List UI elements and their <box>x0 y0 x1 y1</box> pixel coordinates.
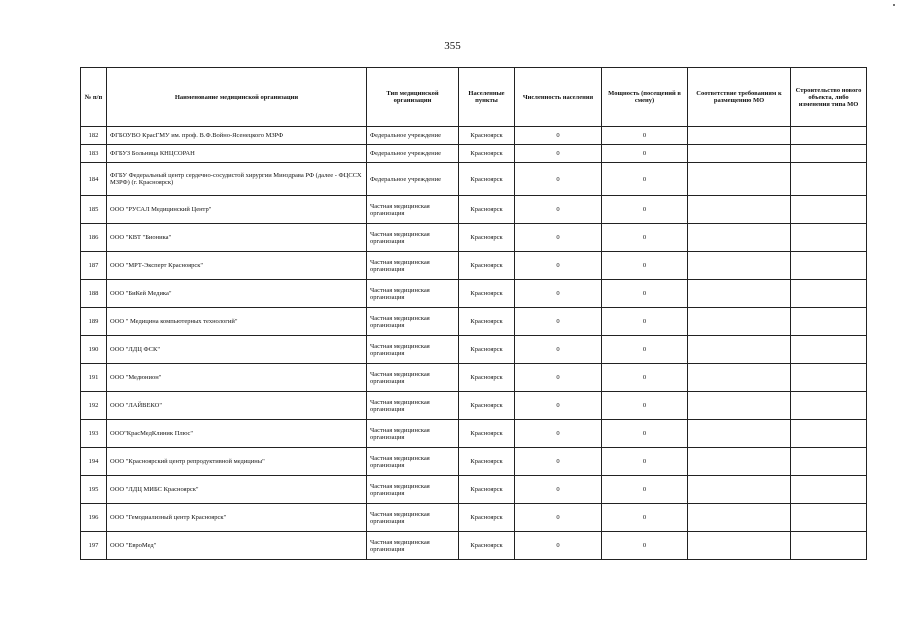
table-row <box>81 196 867 224</box>
cell-capacity: 0 <box>602 504 688 532</box>
cell-population: 0 <box>515 280 602 308</box>
cell-population: 0 <box>515 127 602 145</box>
table-body <box>81 127 867 560</box>
cell-name: ООО "ЛДЦ ФСК" <box>107 336 367 364</box>
cell-name: ООО "ЛАЙВЕКО" <box>107 392 367 420</box>
table-row <box>81 336 867 364</box>
table-row <box>81 504 867 532</box>
cell-population: 0 <box>515 196 602 224</box>
cell-town: Красноярск <box>459 336 515 364</box>
cell-name: ООО "Гемодиализный центр Красноярск" <box>107 504 367 532</box>
cell-town: Красноярск <box>459 163 515 196</box>
cell-construction <box>791 448 867 476</box>
cell-type: Федеральное учреждение <box>367 127 459 145</box>
cell-name: ООО "Медюнион" <box>107 364 367 392</box>
cell-name: ФГБОУВО КрасГМУ им. проф. В.Ф.Войно-Ясенецкого МЗРФ <box>107 127 367 145</box>
cell-name: ООО "КВТ "Бионика" <box>107 224 367 252</box>
cell-type: Частная медицинская организация <box>367 448 459 476</box>
cell-population: 0 <box>515 224 602 252</box>
cell-capacity: 0 <box>602 532 688 560</box>
cell-capacity: 0 <box>602 308 688 336</box>
cell-num: 193 <box>81 420 107 448</box>
cell-town: Красноярск <box>459 308 515 336</box>
cell-type: Частная медицинская организация <box>367 504 459 532</box>
cell-capacity: 0 <box>602 420 688 448</box>
cell-compliance <box>688 224 791 252</box>
cell-town: Красноярск <box>459 532 515 560</box>
cell-num: 187 <box>81 252 107 280</box>
cell-capacity: 0 <box>602 364 688 392</box>
cell-compliance <box>688 476 791 504</box>
cell-capacity: 0 <box>602 280 688 308</box>
cell-construction <box>791 145 867 163</box>
cell-construction <box>791 336 867 364</box>
table-row <box>81 308 867 336</box>
cell-population: 0 <box>515 420 602 448</box>
cell-construction <box>791 308 867 336</box>
cell-town: Красноярск <box>459 364 515 392</box>
cell-population: 0 <box>515 532 602 560</box>
cell-town: Красноярск <box>459 196 515 224</box>
cell-compliance <box>688 308 791 336</box>
cell-num: 192 <box>81 392 107 420</box>
cell-population: 0 <box>515 504 602 532</box>
cell-type: Частная медицинская организация <box>367 308 459 336</box>
cell-population: 0 <box>515 145 602 163</box>
header-construction: Строительство нового объекта, либо изменения типа МО <box>791 68 867 127</box>
cell-town: Красноярск <box>459 504 515 532</box>
cell-construction <box>791 364 867 392</box>
cell-capacity: 0 <box>602 336 688 364</box>
header-town: Населенные пункты <box>459 68 515 127</box>
cell-town: Красноярск <box>459 145 515 163</box>
cell-compliance <box>688 364 791 392</box>
cell-construction <box>791 532 867 560</box>
cell-type: Частная медицинская организация <box>367 336 459 364</box>
cell-compliance <box>688 127 791 145</box>
header-num: № п/п <box>81 68 107 127</box>
cell-num: 184 <box>81 163 107 196</box>
cell-num: 183 <box>81 145 107 163</box>
cell-num: 188 <box>81 280 107 308</box>
table-row <box>81 364 867 392</box>
cell-town: Красноярск <box>459 420 515 448</box>
cell-capacity: 0 <box>602 448 688 476</box>
cell-num: 182 <box>81 127 107 145</box>
table-row <box>81 420 867 448</box>
cell-name: ФГБУЗ Больница КНЦСОРАН <box>107 145 367 163</box>
cell-population: 0 <box>515 252 602 280</box>
cell-type: Частная медицинская организация <box>367 392 459 420</box>
scan-speck <box>893 4 895 6</box>
cell-capacity: 0 <box>602 163 688 196</box>
cell-num: 186 <box>81 224 107 252</box>
cell-name: ООО " Медицина компьютерных технологий" <box>107 308 367 336</box>
cell-capacity: 0 <box>602 145 688 163</box>
cell-town: Красноярск <box>459 476 515 504</box>
cell-name: ООО "ЛДЦ МИБС Красноярск" <box>107 476 367 504</box>
cell-num: 189 <box>81 308 107 336</box>
page-number: 355 <box>444 40 461 52</box>
cell-town: Красноярск <box>459 252 515 280</box>
cell-capacity: 0 <box>602 224 688 252</box>
table-row <box>81 252 867 280</box>
cell-num: 197 <box>81 532 107 560</box>
cell-population: 0 <box>515 336 602 364</box>
cell-type: Частная медицинская организация <box>367 364 459 392</box>
cell-num: 190 <box>81 336 107 364</box>
cell-compliance <box>688 504 791 532</box>
header-capacity: Мощность (посещений в смену) <box>602 68 688 127</box>
cell-compliance <box>688 532 791 560</box>
cell-population: 0 <box>515 392 602 420</box>
table-header-row <box>81 68 867 127</box>
cell-type: Федеральное учреждение <box>367 145 459 163</box>
cell-num: 195 <box>81 476 107 504</box>
header-population: Численность населения <box>515 68 602 127</box>
cell-compliance <box>688 252 791 280</box>
cell-compliance <box>688 163 791 196</box>
cell-town: Красноярск <box>459 127 515 145</box>
cell-type: Частная медицинская организация <box>367 224 459 252</box>
cell-num: 194 <box>81 448 107 476</box>
cell-construction <box>791 196 867 224</box>
cell-construction <box>791 476 867 504</box>
table-row <box>81 532 867 560</box>
cell-capacity: 0 <box>602 476 688 504</box>
cell-town: Красноярск <box>459 280 515 308</box>
cell-num: 191 <box>81 364 107 392</box>
cell-compliance <box>688 420 791 448</box>
cell-name: ООО"КрасМедКлиник Плюс" <box>107 420 367 448</box>
table-row <box>81 392 867 420</box>
cell-population: 0 <box>515 448 602 476</box>
cell-population: 0 <box>515 163 602 196</box>
cell-population: 0 <box>515 476 602 504</box>
cell-construction <box>791 420 867 448</box>
cell-construction <box>791 504 867 532</box>
cell-compliance <box>688 145 791 163</box>
table-row <box>81 163 867 196</box>
cell-compliance <box>688 280 791 308</box>
cell-name: ФГБУ Федеральный центр сердечно-сосудистой хирургии Минздрава РФ (далее - ФЦССХ МЗРФ) (г. Красноярск) <box>107 163 367 196</box>
cell-town: Красноярск <box>459 224 515 252</box>
cell-name: ООО "Красноярский центр репродуктивной медицины" <box>107 448 367 476</box>
cell-construction <box>791 127 867 145</box>
cell-compliance <box>688 196 791 224</box>
cell-construction <box>791 163 867 196</box>
table-row <box>81 224 867 252</box>
table-row <box>81 448 867 476</box>
cell-num: 196 <box>81 504 107 532</box>
cell-construction <box>791 280 867 308</box>
cell-type: Частная медицинская организация <box>367 532 459 560</box>
cell-capacity: 0 <box>602 392 688 420</box>
header-compliance: Соответствие требованиям к размещению МО <box>688 68 791 127</box>
cell-population: 0 <box>515 364 602 392</box>
cell-construction <box>791 392 867 420</box>
cell-capacity: 0 <box>602 196 688 224</box>
cell-town: Красноярск <box>459 392 515 420</box>
cell-type: Частная медицинская организация <box>367 280 459 308</box>
cell-name: ООО "БиКей Медика" <box>107 280 367 308</box>
cell-type: Федеральное учреждение <box>367 163 459 196</box>
cell-type: Частная медицинская организация <box>367 420 459 448</box>
cell-compliance <box>688 448 791 476</box>
header-type: Тип медицинской организации <box>367 68 459 127</box>
cell-capacity: 0 <box>602 252 688 280</box>
cell-compliance <box>688 392 791 420</box>
cell-type: Частная медицинская организация <box>367 252 459 280</box>
cell-capacity: 0 <box>602 127 688 145</box>
cell-name: ООО "МРТ-Эксперт Красноярск" <box>107 252 367 280</box>
table-row <box>81 476 867 504</box>
medical-organizations-table <box>80 67 867 560</box>
cell-construction <box>791 252 867 280</box>
table-row <box>81 127 867 145</box>
cell-name: ООО "ЕвроМед" <box>107 532 367 560</box>
cell-type: Частная медицинская организация <box>367 476 459 504</box>
cell-name: ООО "РУСАЛ Медицинский Центр" <box>107 196 367 224</box>
cell-construction <box>791 224 867 252</box>
table-row <box>81 280 867 308</box>
cell-num: 185 <box>81 196 107 224</box>
cell-type: Частная медицинская организация <box>367 196 459 224</box>
cell-town: Красноярск <box>459 448 515 476</box>
cell-compliance <box>688 336 791 364</box>
cell-population: 0 <box>515 308 602 336</box>
header-name: Наименование медицинской организации <box>107 68 367 127</box>
table-row <box>81 145 867 163</box>
